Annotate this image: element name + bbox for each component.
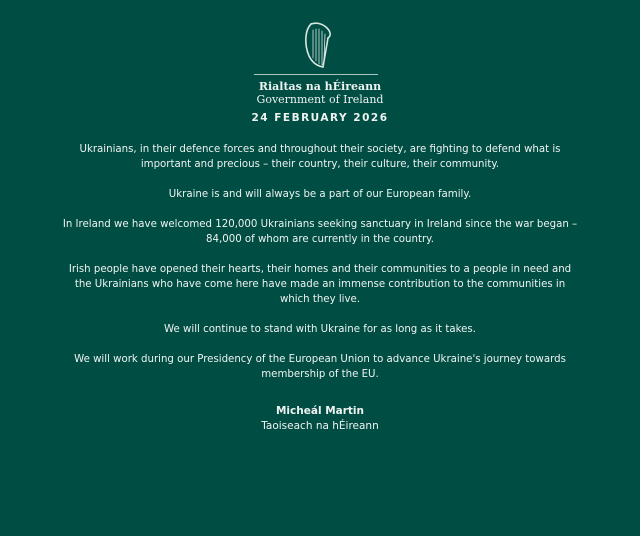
statement-body bbox=[60, 142, 580, 397]
signatory-title: Taoiseach na hÉireann bbox=[261, 420, 379, 432]
harp-icon bbox=[301, 20, 335, 70]
government-logo-text bbox=[250, 80, 390, 106]
paragraph: Irish people have opened their hearts, their homes and their communities to a people in need and the Ukrainians who have come here have made an immense contribution to the communities in which they live. bbox=[68, 264, 572, 305]
statement-date: 24 FEBRUARY 2026 bbox=[251, 112, 389, 124]
paragraph: Ukrainians, in their defence forces and throughout their society, are fighting to defend what is important and precious – their country, their culture, their community. bbox=[79, 144, 561, 170]
paragraph: We will work during our Presidency of the European Union to advance Ukraine's journey towards membership of the EU. bbox=[74, 354, 566, 380]
government-name-english: Government of Ireland bbox=[256, 93, 384, 106]
government-name-irish: Rialtas na hÉireann bbox=[258, 80, 382, 93]
paragraph: Ukraine is and will always be a part of our European family. bbox=[168, 189, 472, 200]
paragraph: We will continue to stand with Ukraine for as long as it takes. bbox=[164, 324, 476, 335]
header-divider bbox=[254, 74, 378, 75]
signature-block bbox=[200, 404, 440, 434]
paragraph: In Ireland we have welcomed 120,000 Ukrainians seeking sanctuary in Ireland since the war began – 84,000 of whom are currently in the country. bbox=[62, 219, 578, 245]
signatory-name: Micheál Martin bbox=[275, 405, 364, 417]
